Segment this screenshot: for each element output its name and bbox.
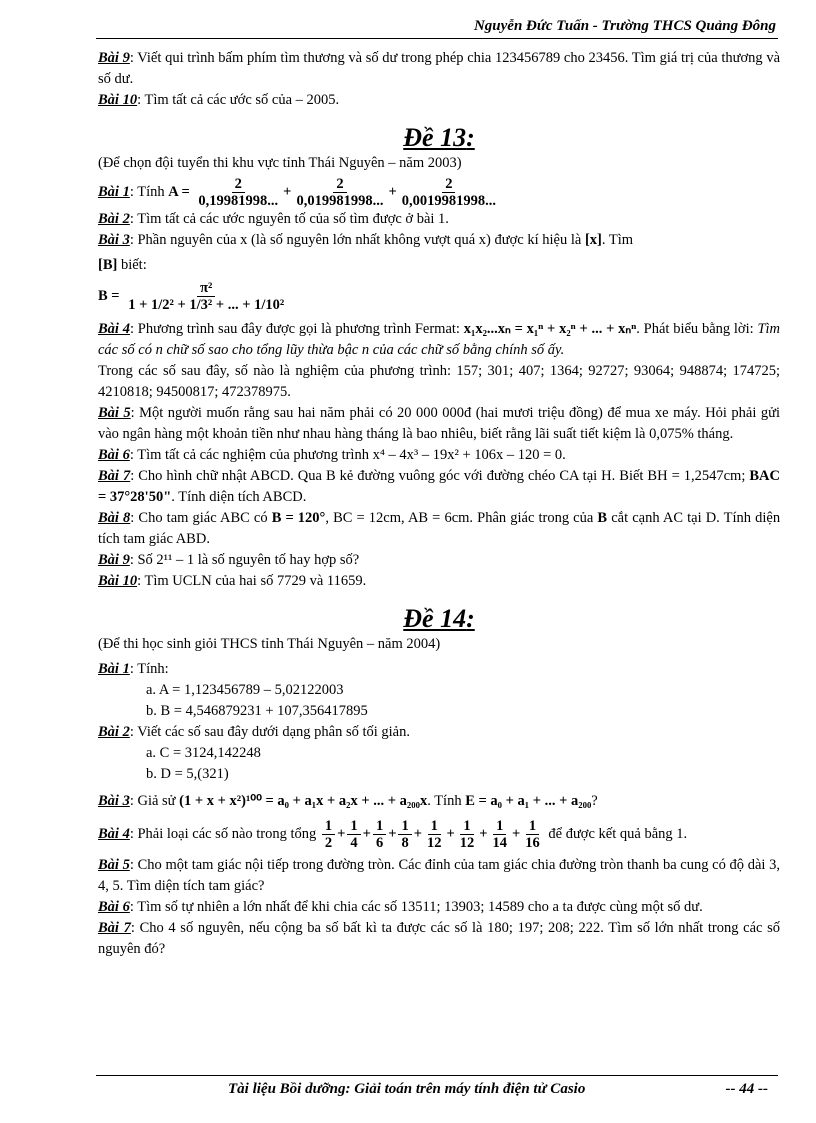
section-subtitle-14: (Để thi học sinh giỏi THCS tỉnh Thái Nguyên – năm 2004) xyxy=(98,636,441,652)
de14-exercise-7: Bài 7: Cho 4 số nguyên, nếu cộng ba số bất kì ta được các số là 180; 197; 208; 222. Tìm số lớn nhất trong các số nguyên đó? xyxy=(98,920,780,957)
exercise-9: Bài 9: Viết qui trình bấm phím tìm thương và số dư trong phép chia 123456789 cho 23456. Tìm giá trị của thương và số dư. xyxy=(98,50,780,87)
de13-exercise-8: Bài 8: Cho tam giác ABC có B = 120°, BC = 12cm, AB = 6cm. Phân giác trong của B cắt cạnh AC tại D. Tính diện tích tam giác ABD. xyxy=(98,510,781,547)
de14-exercise-6: Bài 6: Tìm số tự nhiên a lớn nhất để khi chia các số 13511; 13903; 14589 cho a ta được cùng một số dư. xyxy=(98,899,703,915)
de14-exercise-1b: b. B = 4,546879231 + 107,356417895 xyxy=(146,703,368,719)
sum-fraction-term: $\frac{1}{12}$ xyxy=(459,818,475,851)
section-subtitle-13: (Để chọn đội tuyển thi khu vực tỉnh Thái Nguyên – năm 2003) xyxy=(98,155,462,171)
sum-fraction-term: $\frac{1}{16}$ xyxy=(525,818,540,851)
de13-exercise-4: Bài 4: Phương trình sau đây được gọi là phương trình Fermat: x₁x₂...xₙ = x₁ⁿ + x₂ⁿ + ... + xₙⁿ. Phát biểu bằng lời: Tìm các số có n chữ số sao cho tổng lũy thừa bậc n của các chữ số bằng chính số ấy. xyxy=(98,321,781,358)
sum-fraction-term: $\frac{1}{8}$ xyxy=(398,818,411,851)
sum-fraction-term: $\frac{1}{14}$ xyxy=(492,818,507,851)
de13-exercise-4-list: Trong các số sau đây, số nào là nghiệm của phương trình: 157; 301; 407; 1364; 92727; 93064; 948874; 174725; 4210818; 94500817; 472378975. xyxy=(98,363,780,400)
formula-B: B = $\frac{\text{π²}}{\text{1 + 1/2² + 1/3² + ... + 1/10²}}$ xyxy=(98,280,285,313)
footer-rule xyxy=(96,1075,778,1076)
footer-title: Tài liệu Bồi dưỡng: Giải toán trên máy tính điện tử Casio xyxy=(228,1081,586,1097)
de13-exercise-7: Bài 7: Cho hình chữ nhật ABCD. Qua B kẻ đường vuông góc với đường chéo CA tại H. Biết BH = 1,2547cm; BAC = 37°28'50". Tính diện tích ABCD. xyxy=(98,468,780,505)
exercise-10: Bài 10: Tìm tất cả các ước số của – 2005. xyxy=(98,92,340,108)
section-title-14: Đề 14: xyxy=(403,604,475,633)
de13-exercise-9: Bài 9: Số 2¹¹ – 1 là số nguyên tố hay hợp số? xyxy=(98,552,360,568)
de14-exercise-1: Bài 1: Tính: xyxy=(98,661,169,677)
de13-exercise-2: Bài 2: Tìm tất cả các ước nguyên tố của số tìm được ở bài 1. xyxy=(98,211,449,227)
fraction-sum: $\frac{1}{2}$ + $\frac{1}{4}$ + $\frac{1}{6}$ + $\frac{1}{8}$ + $\frac{1}{12}$ + $\frac{1}{12}$ + $\frac{1}{14}$ + $\frac{1}{16}$ xyxy=(320,826,545,842)
de14-exercise-1a: a. A = 1,123456789 – 5,02122003 xyxy=(146,682,344,698)
de13-exercise-5: Bài 5: Một người muốn rằng sau hai năm phải có 20 000 000đ (hai mươi triệu đồng) để mua xe máy. Hỏi phải gửi vào ngân hàng một khoản tiền như nhau hàng tháng là bao nhiêu, biết rằng lãi suất tiết kiệm là 0,075% tháng. xyxy=(98,405,780,442)
de13-exercise-1: Bài 1: Tính A = $\frac{2}{0,19981998...}$ + $\frac{2}{0,019981998...}$ + $\frac{2}{0,0019981998...}$ xyxy=(98,176,496,209)
page-number: -- 44 -- xyxy=(725,1081,768,1097)
section-title-13: Đề 13: xyxy=(403,123,475,152)
de13-exercise-3-cont: [B] biết: xyxy=(98,257,147,273)
de13-exercise-3: Bài 3: Phần nguyên của x (là số nguyên lớn nhất không vượt quá x) được kí hiệu là [x]. Tìm xyxy=(98,232,634,248)
page-header: Nguyễn Đức Tuấn - Trường THCS Quảng Đông xyxy=(473,18,776,34)
de14-exercise-2b: b. D = 5,(321) xyxy=(146,766,229,782)
sum-fraction-term: $\frac{1}{4}$ xyxy=(347,818,360,851)
de14-exercise-3: Bài 3: Giả sử (1 + x + x²)¹⁰⁰ = a₀ + a₁x + a₂x + ... + a₂₀₀x. Tính E = a₀ + a₁ + ... + a₂₀₀? xyxy=(98,793,598,809)
de13-exercise-6: Bài 6: Tìm tất cả các nghiệm của phương trình x⁴ – 4x³ – 19x² + 106x – 120 = 0. xyxy=(98,447,566,463)
de13-exercise-10: Bài 10: Tìm UCLN của hai số 7729 và 11659. xyxy=(98,573,367,589)
de14-exercise-5: Bài 5: Cho một tam giác nội tiếp trong đường tròn. Các đỉnh của tam giác chia đường tròn thanh ba cung có độ dài 3, 4, 5. Tìm diện tích tam giác? xyxy=(98,857,780,894)
sum-fraction-term: $\frac{1}{2}$ xyxy=(322,818,335,851)
de14-exercise-2a: a. C = 3124,142248 xyxy=(146,745,261,761)
de14-exercise-4: Bài 4: Phải loại các số nào trong tổng $\frac{1}{2}$ + $\frac{1}{4}$ + $\frac{1}{6}$ + $\frac{1}{8}$ + $\frac{1}{12}$ + $\frac{1}{12}$ + $\frac{1}{14}$ + $\frac{1}{16}$ để được kết quả bằng 1. xyxy=(98,818,688,851)
sum-fraction-term: $\frac{1}{12}$ xyxy=(426,818,442,851)
de14-exercise-2: Bài 2: Viết các số sau đây dưới dạng phân số tối giản. xyxy=(98,724,410,740)
page-content xyxy=(98,48,780,960)
sum-fraction-term: $\frac{1}{6}$ xyxy=(373,818,386,851)
header-rule xyxy=(96,38,778,39)
